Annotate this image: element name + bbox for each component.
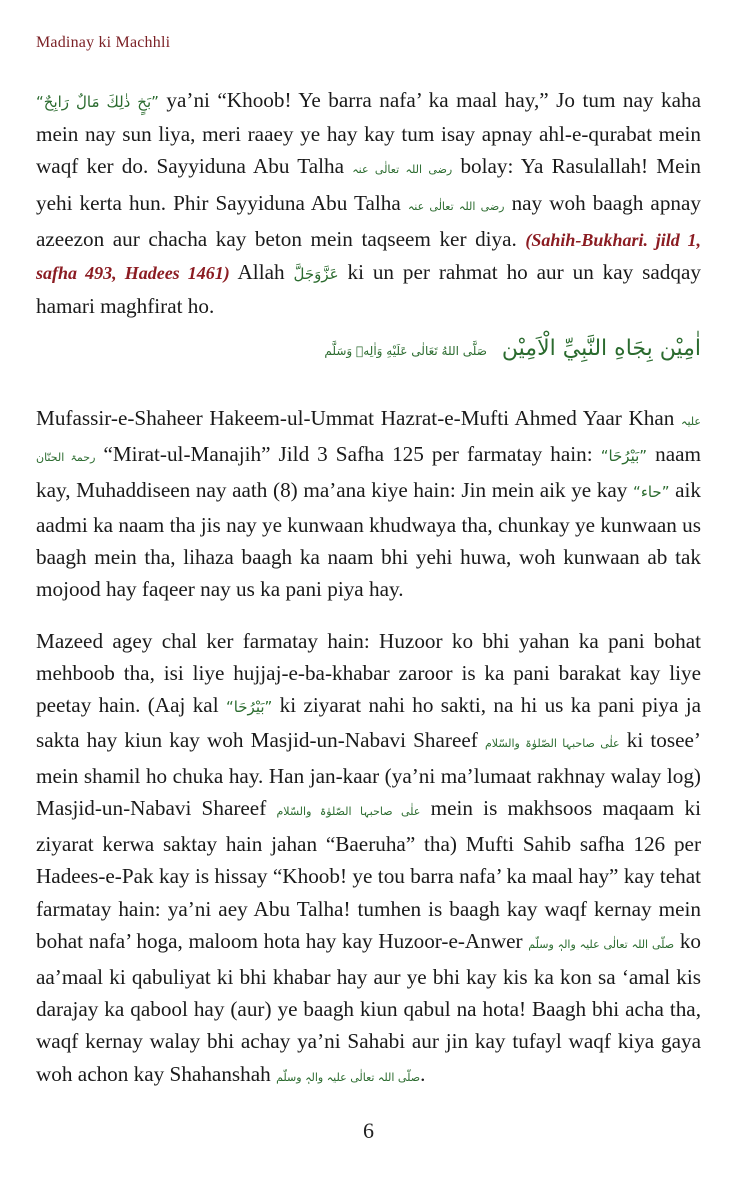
paragraph-hadith <box>36 84 701 322</box>
text-run: Allah <box>229 260 294 285</box>
dua-salutation: صَلَّى اللهُ تَعَالٰى عَلَيْهِ وَاٰلِهٖ وَسَلَّم <box>324 344 487 358</box>
honorific-ala-sahibiha: علٰی صاحبہا الصّلوٰۃ والسّلام <box>484 736 620 750</box>
arabic-word-bairuha: “بَيْرُحَا” <box>600 447 648 466</box>
honorific-radiallahu: رضی اللہ تعالٰی عنہ <box>352 163 453 177</box>
arabic-quote: “بَخٍ ذٰلِكَ مَالٌ رَابِحٌ” <box>36 93 159 111</box>
honorific-sallallahu: صلّی اللہ تعالٰی علیہ والہٖ وسلّم <box>528 937 675 951</box>
honorific-azzawajal: عَزَّوَجَلَّ <box>293 265 339 284</box>
text-run: Mazeed agey chal ker farmatay hain: Huzoor ko bhi yahan ka pani bohat mehboob tha, isi liye hujjaj-e-ba-khabar zaroor is ka pani barakat kay liye peetay hain. (Aaj kal <box>36 629 701 718</box>
dua-line <box>324 336 701 361</box>
honorific-ala-sahibiha: علٰی صاحبہا الصّلوٰۃ والسّلام <box>276 805 421 819</box>
page-number: 6 <box>363 1118 374 1143</box>
paragraph-mirat <box>36 402 701 605</box>
text-run: ya’ni “Khoob! Ye barra nafa’ ka maal hay,” Jo tum nay kaha mein nay sun liya, meri raaey ye hay kay tum isay apnay ahl-e-qurabat mein waqf ker do. Sayyiduna Abu Talha <box>36 88 701 179</box>
dua-text: اٰمِيْن بِجَاهِ النَّبِيِّ الْاَمِيْن <box>501 336 701 361</box>
text-run: Mufassir-e-Shaheer Hakeem-ul-Ummat Hazrat-e-Mufti Ahmed Yaar Khan <box>36 406 682 430</box>
text-run: mein is makhsoos maqaam ki ziyarat kerwa saktay hain jahan “Baeruha” tha) Mufti Sahib safha 126 per Hadees-e-Pak kay is hissay “Khoob! ye tou barra nafa’ ka maal hay” kay tehat farmatay hain: ya’ni aey Abu Talha! tumhen is baagh kay waqf kernay mein bohat nafa’ hoga, maloom hota hay kay Huzoor-e-Anwer <box>36 796 701 953</box>
running-header: Madinay ki Machhli <box>36 34 171 51</box>
text-run: ki ziyarat nahi ho sakti, na hi us ka pani piya ja sakta hay kiun kay woh Masjid-un-Nabavi Shareef <box>36 693 702 752</box>
text-run: aik aadmi ka naam tha jis nay ye kunwaan khudwaya tha, chunkay ye kunwaan us baagh mein tha, lihaza baagh ka naam bhi yehi huwa, woh kunwaan ab tak mojood hay faqeer nay us ka pani piya hay. <box>36 478 702 602</box>
paragraph-mazeed <box>36 625 701 1094</box>
hadith-reference: (Sahih-Bukhari. jild 1, safha 493, Hadees 1461) <box>36 229 701 284</box>
text-run: nay woh baagh apnay azeezon aur chacha kay beton mein taqseem ker diya. <box>36 190 702 251</box>
arabic-word-bairuha: “بَيْرُحَا” <box>225 698 273 717</box>
honorific-radiallahu: رضی اللہ تعالٰی عنہ <box>407 199 505 213</box>
text-run: “Mirat-ul-Manajih” Jild 3 Safha 125 per farmatay hain: <box>95 442 601 467</box>
honorific-alaihi-rahma: علیہ رحمۃ الحنّان <box>36 415 701 465</box>
text-run: ko aa’maal ki qabuliyat ki bhi khabar hay aur ye bhi kay kis ka kon sa ‘amal kis darajay ka qabool hay (aur) ye baagh kiun qabul na hota! Baagh bhi acha tha, waqf kernay walay bhi achay ya’ni Sahabi aur jin kay tufayl waqf kiya gaya woh achon kay Shahanshah <box>36 928 701 1086</box>
text-run: naam kay, Muhaddiseen nay aath (8) ma’ana kiye hain: Jin mein aik ye kay <box>36 442 701 503</box>
text-run: bolay: Ya Rasulallah! Mein yehi kerta hun. Phir Sayyiduna Abu Talha <box>36 154 701 215</box>
arabic-word-ha: “حاء” <box>633 483 670 502</box>
text-run: ki un per rahmat ho aur un kay sadqay hamari maghfirat ho. <box>36 260 701 319</box>
text-run: ki tosee’ mein shamil ho chuka hay. Han jan-kaar (ya’ni ma’lumaat rakhnay walay log) Masjid-un-Nabavi Shareef <box>36 727 701 821</box>
text-run: . <box>420 1061 426 1086</box>
honorific-sallallahu: صلّی اللہ تعالٰی علیہ والہٖ وسلّم <box>276 1070 421 1084</box>
